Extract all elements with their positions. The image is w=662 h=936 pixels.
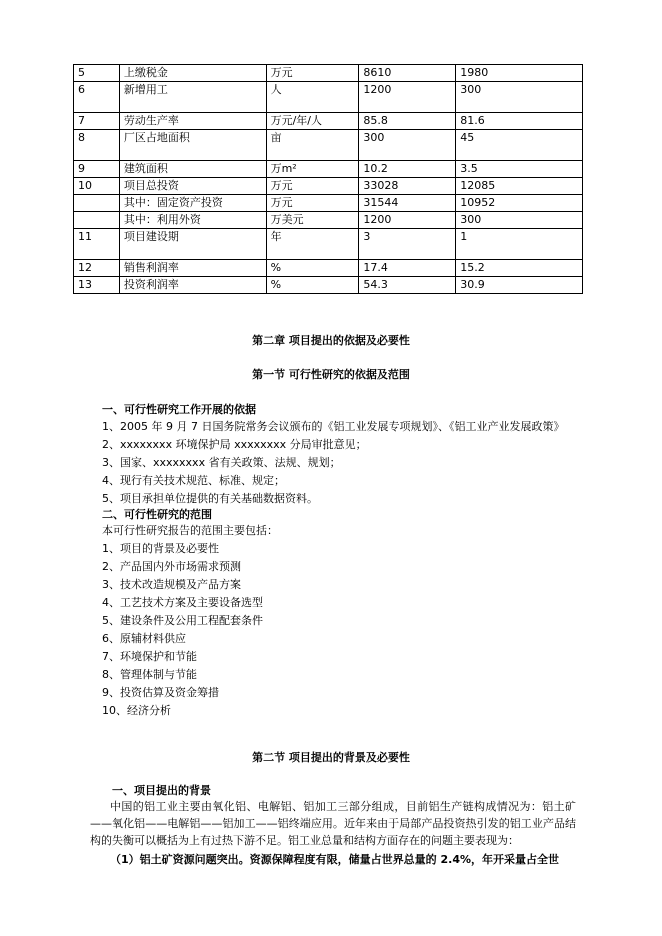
table-cell-unit: 亩 bbox=[266, 130, 359, 161]
table-cell-no: 5 bbox=[74, 65, 120, 82]
table-cell-v2: 45 bbox=[456, 130, 583, 161]
indicator-table bbox=[73, 64, 583, 294]
table-cell-v2: 30.9 bbox=[456, 277, 583, 294]
table-cell-item: 其中：利用外资 bbox=[119, 212, 266, 229]
table-cell-v1: 31544 bbox=[359, 195, 456, 212]
point-1: （1）铝土矿资源问题突出。资源保障程度有限，储量占世界总量的 2.4%，年开采量占全世 bbox=[110, 853, 559, 866]
table-cell-unit: 万元/年/人 bbox=[266, 113, 359, 130]
table-cell-no bbox=[74, 195, 120, 212]
table-row bbox=[74, 212, 583, 229]
table-cell-v2: 1 bbox=[456, 229, 583, 260]
table-cell-v2: 3.5 bbox=[456, 161, 583, 178]
table-cell-item: 项目建设期 bbox=[119, 229, 266, 260]
table-cell-v1: 300 bbox=[359, 130, 456, 161]
table-cell-unit: 万元 bbox=[266, 178, 359, 195]
scope-intro: 本可行性研究报告的范围主要包括： bbox=[102, 524, 278, 537]
table-cell-item: 投资利润率 bbox=[119, 277, 266, 294]
table-cell-unit: % bbox=[266, 277, 359, 294]
table-cell-unit: 万美元 bbox=[266, 212, 359, 229]
table-cell-item: 其中：固定资产投资 bbox=[119, 195, 266, 212]
table-cell-no: 12 bbox=[74, 260, 120, 277]
basis-item: 4、现行有关技术规范、标准、规定； bbox=[102, 474, 285, 487]
table-row bbox=[74, 260, 583, 277]
scope-item: 3、技术改造规模及产品方案 bbox=[102, 578, 241, 591]
table-cell-v2: 12085 bbox=[456, 178, 583, 195]
table-cell-no: 7 bbox=[74, 113, 120, 130]
scope-item: 8、管理体制与节能 bbox=[102, 668, 197, 681]
table-cell-unit: % bbox=[266, 260, 359, 277]
table-cell-unit: 万m² bbox=[266, 161, 359, 178]
table-cell-no: 9 bbox=[74, 161, 120, 178]
basis-item: 2、xxxxxxxx 环境保护局 xxxxxxxx 分局审批意见； bbox=[102, 438, 367, 451]
table-row bbox=[74, 277, 583, 294]
scope-item: 5、建设条件及公用工程配套条件 bbox=[102, 614, 263, 627]
table-cell-item: 厂区占地面积 bbox=[119, 130, 266, 161]
table-row bbox=[74, 195, 583, 212]
table-row bbox=[74, 178, 583, 195]
table-cell-no bbox=[74, 212, 120, 229]
table-cell-no: 8 bbox=[74, 130, 120, 161]
table-cell-item: 建筑面积 bbox=[119, 161, 266, 178]
table-cell-v1: 8610 bbox=[359, 65, 456, 82]
table-cell-unit: 年 bbox=[266, 229, 359, 260]
scope-item: 6、原辅材料供应 bbox=[102, 632, 186, 645]
table-cell-item: 新增用工 bbox=[119, 82, 266, 113]
table-row bbox=[74, 161, 583, 178]
table-cell-v1: 17.4 bbox=[359, 260, 456, 277]
basis-item: 5、项目承担单位提供的有关基础数据资料。 bbox=[102, 492, 318, 505]
table-cell-no: 11 bbox=[74, 229, 120, 260]
table-cell-v1: 54.3 bbox=[359, 277, 456, 294]
basis-heading: 一、可行性研究工作开展的依据 bbox=[102, 403, 256, 416]
table-cell-v2: 300 bbox=[456, 82, 583, 113]
table-cell-v2: 10952 bbox=[456, 195, 583, 212]
table-cell-unit: 万元 bbox=[266, 195, 359, 212]
scope-item: 10、经济分析 bbox=[102, 704, 171, 717]
table-cell-unit: 人 bbox=[266, 82, 359, 113]
table-cell-v1: 3 bbox=[359, 229, 456, 260]
table-cell-item: 销售利润率 bbox=[119, 260, 266, 277]
table-row bbox=[74, 229, 583, 260]
table-cell-no: 13 bbox=[74, 277, 120, 294]
table-cell-unit: 万元 bbox=[266, 65, 359, 82]
scope-item: 7、环境保护和节能 bbox=[102, 650, 197, 663]
scope-item: 4、工艺技术方案及主要设备选型 bbox=[102, 596, 263, 609]
table-cell-v1: 1200 bbox=[359, 212, 456, 229]
chapter-title: 第二章 项目提出的依据及必要性 bbox=[252, 334, 410, 347]
table-cell-v2: 300 bbox=[456, 212, 583, 229]
scope-item: 1、项目的背景及必要性 bbox=[102, 542, 219, 555]
table-cell-v2: 1980 bbox=[456, 65, 583, 82]
basis-item: 1、2005 年 9 月 7 日国务院常务会议颁布的《铝工业发展专项规划》、《铝工业产业发展政策》 bbox=[102, 420, 565, 433]
table-cell-item: 项目总投资 bbox=[119, 178, 266, 195]
scope-item: 9、投资估算及资金筹措 bbox=[102, 686, 219, 699]
background-heading: 一、项目提出的背景 bbox=[112, 784, 211, 797]
table-row bbox=[74, 82, 583, 113]
table-cell-item: 上缴税金 bbox=[119, 65, 266, 82]
table-row bbox=[74, 130, 583, 161]
table-cell-item: 劳动生产率 bbox=[119, 113, 266, 130]
table-cell-v1: 1200 bbox=[359, 82, 456, 113]
section-title-2: 第二节 项目提出的背景及必要性 bbox=[252, 751, 410, 764]
table-cell-v1: 10.2 bbox=[359, 161, 456, 178]
table-cell-v2: 15.2 bbox=[456, 260, 583, 277]
scope-item: 2、产品国内外市场需求预测 bbox=[102, 560, 241, 573]
table-cell-v1: 33028 bbox=[359, 178, 456, 195]
table-cell-v2: 81.6 bbox=[456, 113, 583, 130]
basis-item: 3、国家、xxxxxxxx 省有关政策、法规、规划； bbox=[102, 456, 341, 469]
table-row bbox=[74, 113, 583, 130]
table-cell-v1: 85.8 bbox=[359, 113, 456, 130]
table-row bbox=[74, 65, 583, 82]
table-cell-no: 6 bbox=[74, 82, 120, 113]
scope-heading: 二、可行性研究的范围 bbox=[102, 508, 212, 521]
section-title-1: 第一节 可行性研究的依据及范围 bbox=[252, 368, 410, 381]
table-cell-no: 10 bbox=[74, 178, 120, 195]
background-paragraph: 中国的铝工业主要由氧化铝、电解铝、铝加工三部分组成，目前铝生产链构成情况为：铝土矿——氧化铝——电解铝——铝加工——铝终端应用。近年来由于局部产品投资热引发的铝工业产品结构的失衡可以概括为上有过热下游不足。铝工业总量和结构方面存在的问题主要表现为： bbox=[90, 800, 576, 847]
